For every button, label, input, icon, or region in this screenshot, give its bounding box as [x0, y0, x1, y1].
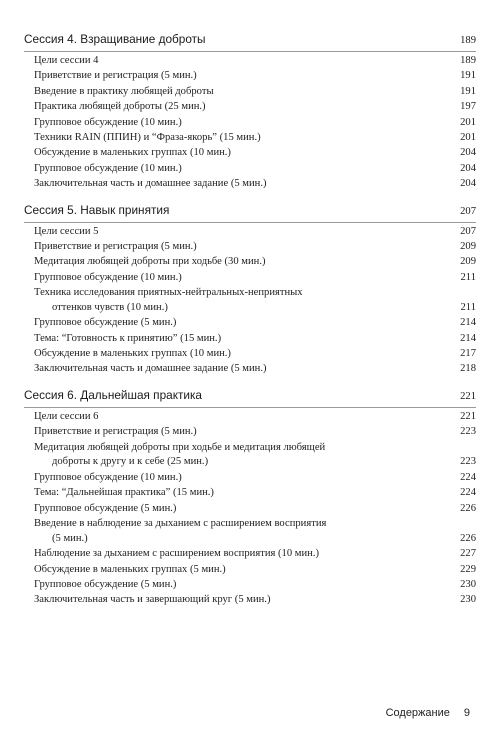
entry-title-line: Тема: “Дальнейшая практика” (15 мин.)	[34, 487, 214, 499]
entry-title-line: Групповое обсуждение (5 мин.)	[34, 578, 177, 590]
entry-page-number: 197	[460, 101, 476, 113]
toc-entry[interactable]	[24, 316, 476, 331]
toc-entry[interactable]	[24, 486, 476, 501]
entry-title-line: Групповое обсуждение (10 мин.)	[34, 162, 182, 174]
entry-page-number: 214	[460, 317, 476, 329]
entry-title-line: Групповое обсуждение (10 мин.)	[34, 271, 182, 283]
toc-entry[interactable]	[24, 255, 476, 270]
entry-title	[34, 116, 460, 131]
entry-title	[34, 146, 460, 161]
section-page-number: 207	[460, 205, 476, 217]
toc-entry[interactable]	[24, 578, 476, 593]
toc-entry[interactable]	[24, 425, 476, 440]
section-heading[interactable]	[24, 387, 476, 408]
entry-title-line: Заключительная часть и домашнее задание (5 мин.)	[34, 363, 267, 375]
entry-title-line: Цели сессии 6	[34, 410, 99, 422]
entry-title	[34, 162, 460, 177]
entry-page-number: 226	[460, 502, 476, 514]
entry-page-number: 224	[460, 487, 476, 499]
entry-page-number: 201	[460, 116, 476, 128]
toc-entry[interactable]	[24, 69, 476, 84]
entry-title	[34, 517, 460, 547]
toc-entry[interactable]	[24, 332, 476, 347]
entry-title	[34, 347, 460, 362]
entry-page-number: 204	[460, 147, 476, 159]
toc-section	[24, 31, 476, 193]
entry-page-number: 209	[460, 256, 476, 268]
toc-entry[interactable]	[24, 271, 476, 286]
entry-page-number: 223	[460, 456, 476, 468]
entry-title-line: Обсуждение в маленьких группах (5 мин.)	[34, 563, 226, 575]
entry-title	[34, 563, 460, 578]
entry-title	[34, 471, 460, 486]
toc-entry[interactable]	[24, 54, 476, 69]
entry-page-number: 214	[460, 332, 476, 344]
entry-title-line: Групповое обсуждение (5 мин.)	[34, 502, 177, 514]
entry-page-number: 191	[460, 85, 476, 97]
toc-entry[interactable]	[24, 85, 476, 100]
entry-title	[34, 547, 460, 562]
section-title: Сессия 4. Взращивание доброты	[24, 32, 206, 46]
entry-page-number: 223	[460, 426, 476, 438]
entry-title-line: Групповое обсуждение (10 мин.)	[34, 116, 182, 128]
toc-entry[interactable]	[24, 517, 476, 547]
entry-title	[34, 131, 460, 146]
entry-title-line: Введение в наблюдение за дыханием с расширением восприятия	[34, 517, 327, 529]
table-of-contents	[24, 31, 476, 618]
entry-title-line: Обсуждение в маленьких группах (10 мин.)	[34, 348, 231, 360]
entry-title	[34, 177, 460, 192]
section-page-number: 221	[460, 390, 476, 402]
entry-title-line: Медитация любящей доброты при ходьбе (30 мин.)	[34, 256, 266, 268]
toc-entry[interactable]	[24, 410, 476, 425]
toc-entry[interactable]	[24, 471, 476, 486]
entry-title-line: Групповое обсуждение (5 мин.)	[34, 317, 177, 329]
entry-page-number: 218	[460, 363, 476, 375]
entry-title	[34, 69, 460, 84]
entry-title	[34, 100, 460, 115]
entry-title-line: Техника исследования приятных-нейтральных-неприятных	[34, 287, 303, 299]
toc-entry[interactable]	[24, 502, 476, 517]
entry-title-line: Заключительная часть и завершающий круг (5 мин.)	[34, 594, 271, 606]
entry-title-line: Практика любящей доброты (25 мин.)	[34, 101, 206, 113]
section-heading[interactable]	[24, 202, 476, 223]
entry-title	[34, 502, 460, 517]
entry-title-line: Приветствие и регистрация (5 мин.)	[34, 70, 197, 82]
entry-title-continuation: оттенков чувств (10 мин.)	[52, 301, 168, 313]
entry-page-number: 217	[460, 348, 476, 360]
toc-entry[interactable]	[24, 547, 476, 562]
toc-entry[interactable]	[24, 240, 476, 255]
entry-page-number: 191	[460, 70, 476, 82]
entry-title-line: Приветствие и регистрация (5 мин.)	[34, 426, 197, 438]
entry-title-line: Заключительная часть и домашнее задание (5 мин.)	[34, 178, 267, 190]
toc-entry[interactable]	[24, 563, 476, 578]
toc-entry[interactable]	[24, 286, 476, 316]
entry-title	[34, 286, 461, 316]
toc-entry[interactable]	[24, 593, 476, 608]
entry-page-number: 207	[460, 225, 476, 237]
entry-title	[34, 332, 460, 347]
entry-title-line: Цели сессии 4	[34, 55, 99, 66]
entry-title	[34, 271, 461, 286]
toc-entry[interactable]	[24, 131, 476, 146]
entry-title	[34, 593, 460, 608]
entry-title	[34, 441, 460, 471]
entry-title	[34, 240, 460, 255]
toc-entry[interactable]	[24, 347, 476, 362]
toc-section	[24, 387, 476, 609]
section-page-number: 189	[460, 35, 476, 46]
toc-entry[interactable]	[24, 225, 476, 240]
entry-title	[34, 425, 460, 440]
entry-title-line: Медитация любящей доброты при ходьбе и медитация любящей	[34, 441, 326, 453]
toc-entry[interactable]	[24, 177, 476, 192]
section-heading[interactable]	[24, 31, 476, 52]
toc-entry[interactable]	[24, 441, 476, 471]
entry-title-line: Тема: “Готовность к принятию” (15 мин.)	[34, 332, 222, 344]
entry-page-number: 229	[460, 563, 476, 575]
entry-title-continuation: доброты к другу и к себе (25 мин.)	[52, 456, 209, 468]
section-title: Сессия 5. Навык принятия	[24, 202, 170, 217]
entry-page-number: 204	[460, 162, 476, 174]
section-title: Сессия 6. Дальнейшая практика	[24, 387, 202, 402]
entry-page-number: 226	[460, 532, 476, 544]
entry-page-number: 211	[460, 271, 476, 283]
toc-entry[interactable]	[24, 162, 476, 177]
entry-title-line: Цели сессии 5	[34, 225, 99, 237]
entry-page-number: 189	[460, 55, 476, 66]
toc-section	[24, 202, 476, 378]
entry-title-line: Приветствие и регистрация (5 мин.)	[34, 240, 197, 252]
entry-title	[34, 410, 460, 425]
entry-page-number: 230	[460, 594, 476, 606]
entry-page-number: 201	[460, 131, 476, 143]
entry-title	[34, 362, 460, 377]
entry-title-line: Техники RAIN (ППИН) и “Фраза-якорь” (15 мин.)	[34, 131, 261, 143]
entry-page-number: 227	[460, 548, 476, 560]
toc-entry[interactable]	[24, 116, 476, 131]
toc-entry[interactable]	[24, 146, 476, 161]
entry-page-number: 204	[460, 178, 476, 190]
entry-title	[34, 316, 460, 331]
entry-title-line: Введение в практику любящей доброты	[34, 85, 214, 97]
entry-title	[34, 578, 460, 593]
entry-page-number: 209	[460, 240, 476, 252]
entry-title-continuation: (5 мин.)	[52, 532, 88, 544]
entry-page-number: 211	[460, 301, 476, 313]
entry-title	[34, 486, 460, 501]
entry-title	[34, 54, 460, 69]
toc-entry[interactable]	[24, 100, 476, 115]
entry-page-number: 230	[460, 578, 476, 590]
entry-page-number: 224	[460, 471, 476, 483]
entry-title	[34, 225, 460, 240]
footer-page-number: 9	[463, 707, 470, 719]
toc-entry[interactable]	[24, 362, 476, 377]
entry-title	[34, 85, 460, 100]
page-footer	[0, 707, 470, 719]
entry-title-line: Наблюдение за дыханием с расширением восприятия (10 мин.)	[34, 548, 319, 560]
entry-page-number: 221	[460, 410, 476, 422]
entry-title	[34, 255, 460, 270]
footer-label: Содержание	[385, 707, 450, 719]
entry-title-line: Обсуждение в маленьких группах (10 мин.)	[34, 147, 231, 159]
entry-title-line: Групповое обсуждение (10 мин.)	[34, 471, 182, 483]
